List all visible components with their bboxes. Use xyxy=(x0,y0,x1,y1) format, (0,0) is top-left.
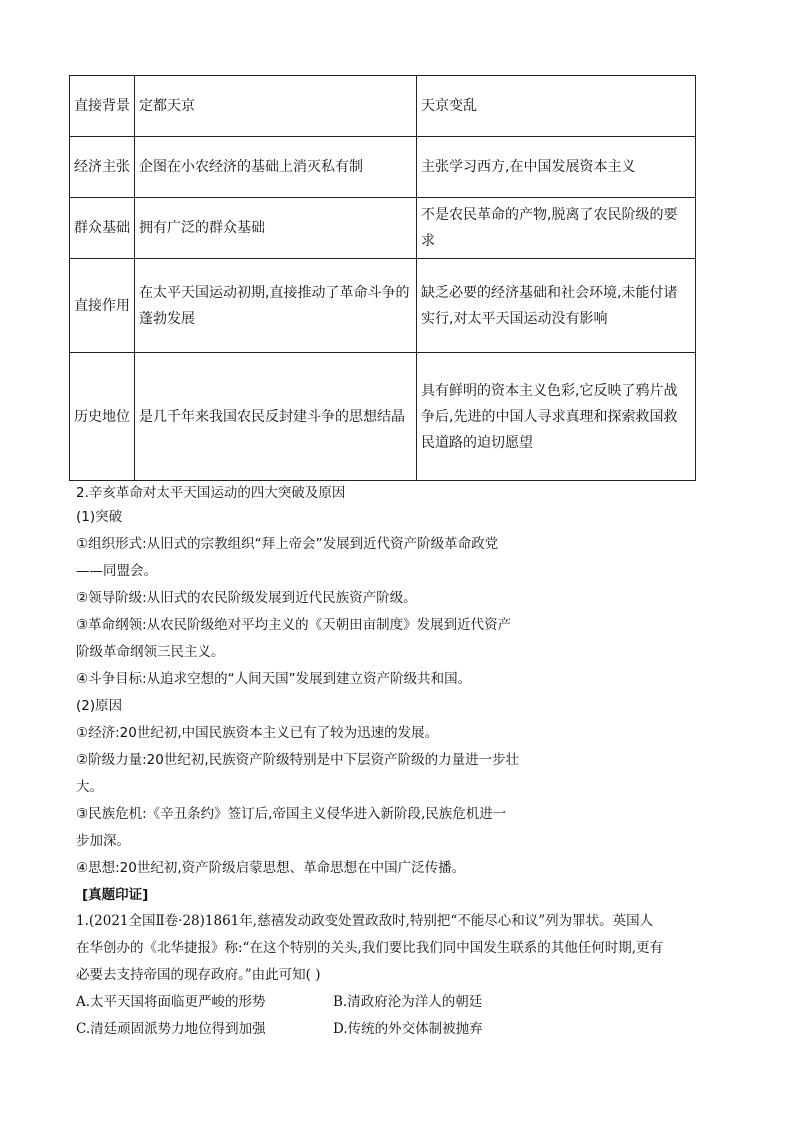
comparison-table xyxy=(69,75,696,481)
table-cell: 主张学习西方,在中国发展资本主义 xyxy=(417,137,696,198)
option-c: C.清廷顽固派势力地位得到加强 xyxy=(76,1021,266,1037)
list-item: ④斗争目标:从追求空想的“人间天国”发展到建立资产阶级共和国。 xyxy=(76,671,472,687)
option-a: A.太平天国将面临更严峻的形势 xyxy=(76,994,266,1010)
list-item-continued: 步加深。 xyxy=(76,833,130,849)
table-row xyxy=(70,259,696,353)
question-text: 1.(2021全国Ⅱ卷·28)1861年,慈禧发动政变处置政敌时,特别把“不能尽心和议”列为罪状。英国人 xyxy=(76,913,654,929)
list-item: ④思想:20世纪初,资产阶级启蒙思想、革命思想在中国广泛传播。 xyxy=(76,860,466,876)
subsection-label: (1)突破 xyxy=(76,509,123,525)
list-item-continued: 大。 xyxy=(76,779,103,795)
table-cell: 缺乏必要的经济基础和社会环境,未能付诸实行,对太平天国运动没有影响 xyxy=(417,259,696,353)
list-item: ②阶级力量:20世纪初,民族资产阶级特别是中下层资产阶级的力量进一步壮 xyxy=(76,752,520,768)
list-item-continued: 阶级革命纲领三民主义。 xyxy=(76,644,225,660)
list-item: ③民族危机:《辛丑条约》签订后,帝国主义侵华进入新阶段,民族危机进一 xyxy=(76,806,507,822)
options-row xyxy=(76,989,736,1016)
table-cell: 具有鲜明的资本主义色彩,它反映了鸦片战争后,先进的中国人寻求真理和探索救国救民道路的迫切愿望 xyxy=(417,353,696,481)
subsection-label: (2)原因 xyxy=(76,698,123,714)
row-header: 群众基础 xyxy=(70,198,135,259)
list-item-continued: ——同盟会。 xyxy=(76,563,157,579)
list-item: ①组织形式:从旧式的宗教组织“拜上帝会”发展到近代资产阶级革命政党 xyxy=(76,536,499,552)
table-cell: 定都天京 xyxy=(135,76,417,137)
question-text: 必要去支持帝国的现存政府。”由此可知( ) xyxy=(76,967,321,983)
body-text xyxy=(76,482,736,1043)
question-text: 在华创办的《北华捷报》称:“在这个特别的关头,我们要比我们同中国发生联系的其他任何时期,更有 xyxy=(76,940,664,956)
table-row xyxy=(70,198,696,259)
table-cell: 在太平天国运动初期,直接推动了革命斗争的蓬勃发展 xyxy=(135,259,417,353)
table-cell: 是几千年来我国农民反封建斗争的思想结晶 xyxy=(135,353,417,481)
row-header: 经济主张 xyxy=(70,137,135,198)
row-header: 直接背景 xyxy=(70,76,135,137)
list-item: ①经济:20世纪初,中国民族资本主义已有了较为迅速的发展。 xyxy=(76,725,439,741)
row-header: 历史地位 xyxy=(70,353,135,481)
table-row xyxy=(70,76,696,137)
table-cell: 拥有广泛的群众基础 xyxy=(135,198,417,259)
option-b: B.清政府沦为洋人的朝廷 xyxy=(333,994,483,1010)
table-cell: 天京变乱 xyxy=(417,76,696,137)
list-item: ②领导阶级:从旧式的农民阶级发展到近代民族资产阶级。 xyxy=(76,590,417,606)
option-d: D.传统的外交体制被抛弃 xyxy=(333,1021,483,1037)
table-row xyxy=(70,137,696,198)
table-row xyxy=(70,353,696,481)
options-row xyxy=(76,1016,736,1043)
table-cell: 企图在小农经济的基础上消灭私有制 xyxy=(135,137,417,198)
row-header: 直接作用 xyxy=(70,259,135,353)
exam-heading: [真题印证] xyxy=(82,887,149,903)
table-cell: 不是农民革命的产物,脱离了农民阶级的要求 xyxy=(417,198,696,259)
list-item: ③革命纲领:从农民阶级绝对平均主义的《天朝田亩制度》发展到近代资产 xyxy=(76,617,512,633)
section-title: 2.辛亥革命对太平天国运动的四大突破及原因 xyxy=(76,485,346,501)
